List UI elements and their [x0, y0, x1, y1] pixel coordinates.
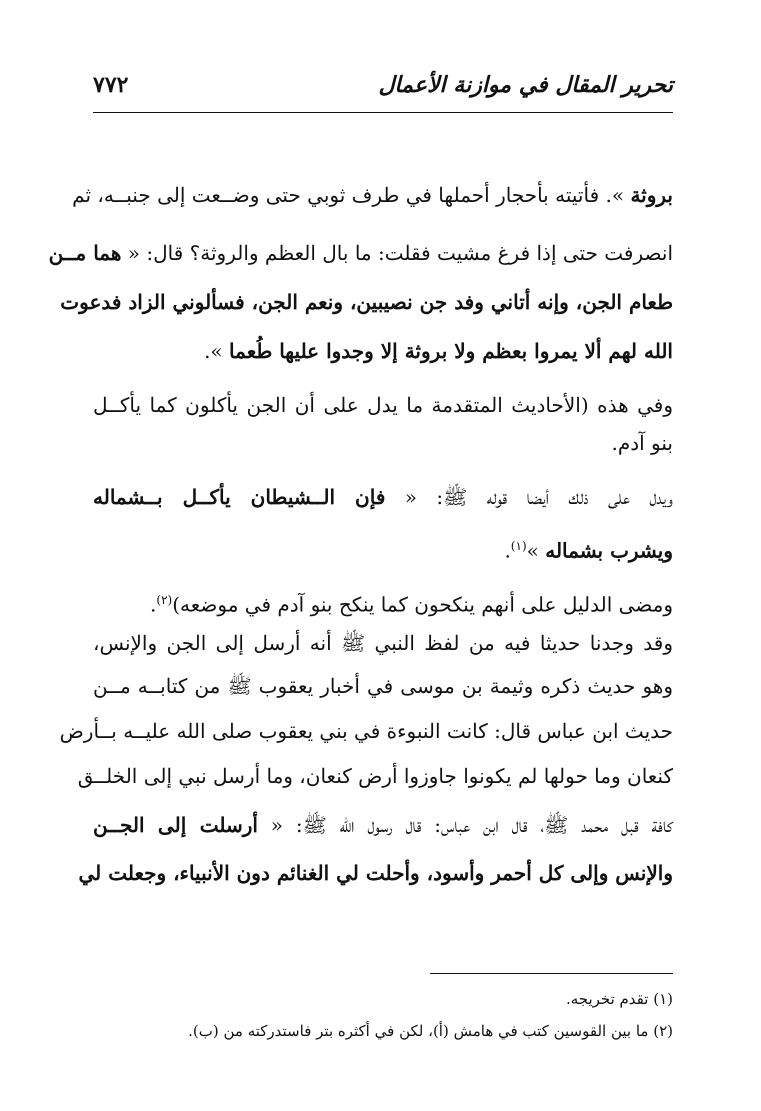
quote-close: ». — [204, 339, 230, 363]
text-line-11 — [93, 671, 673, 701]
hadith-text: فإن الــشيطان يأكــل بــشماله — [93, 485, 386, 509]
footnote-divider — [430, 973, 673, 974]
hadith-text: والإنس وإلى كل أحمر وأسود، وأحلت لي الغنائم دون الأنبياء، وجعلت لي — [78, 861, 673, 885]
hadith-text: ويشرب بشماله — [545, 538, 673, 563]
narrative-text: وقد وجدنا حديثا فيه من لفظ النبي ﷺ أنه أرسل إلى الجن والإنس، — [93, 631, 673, 655]
hadith-text: بروثة — [630, 183, 673, 207]
period: . — [150, 592, 157, 617]
hadith-text: أرسلت إلى الجــن — [93, 813, 258, 837]
text-line-15 — [78, 858, 673, 888]
hadith-text: هما مــن — [48, 241, 122, 265]
footnote-1: (١) تقدم تخريجه. — [565, 990, 673, 1008]
text-line-3 — [60, 287, 673, 317]
text-line-13 — [77, 761, 673, 791]
narrative-text: حديث ابن عباس قال: كانت النبوءة في بني يعقوب صلى الله عليــه بــأرض — [59, 719, 673, 743]
narrative-text: انصرفت حتى إذا فرغ مشيت فقلت: ما بال العظم والروثة؟ قال: « — [121, 241, 673, 265]
narrative-text: ويدل على ذلك أيضا قوله ﷺ: « — [385, 485, 673, 509]
text-line-6 — [93, 428, 673, 458]
narrative-text: كنعان وما حولها لم يكونوا جاوزوا أرض كنعان، وما أرسل نبي إلى الخلــق — [77, 764, 673, 788]
header-divider — [93, 112, 673, 113]
hadith-text: الله لهم ألا يمروا بعظم ولا بروثة إلا وجدوا عليها طُعما — [229, 339, 673, 363]
text-line-8 — [93, 531, 673, 561]
text-line-14 — [93, 810, 673, 840]
narrative-text: وفي هذه (الأحاديث المتقدمة ما يدل على أن الجن يأكلون كما يأكــل — [93, 393, 673, 417]
footnote-ref-2[interactable]: (٢) — [156, 593, 173, 607]
text-line-4 — [93, 336, 673, 366]
text-line-2 — [48, 238, 673, 268]
text-line-1 — [72, 180, 673, 210]
footnote-ref-1[interactable]: (١) — [510, 539, 527, 553]
narrative-text: ومضى الدليل على أنهم ينكحون كما ينكح بنو آدم في موضعه) — [172, 592, 673, 617]
text-line-10 — [93, 628, 673, 658]
quote-close: » — [526, 538, 546, 563]
narrative-text: ». فأتيته بأحجار أحملها في طرف ثوبي حتى وضــعت إلى جنبــه، ثم — [72, 183, 631, 207]
narrative-text: بنو آدم. — [611, 431, 673, 455]
book-title: تحرير المقال في موازنة الأعمال — [378, 72, 673, 98]
hadith-text: طعام الجن، وإنه أتاني وفد جن نصيبين، ونعم الجن، فسألوني الزاد فدعوت — [60, 290, 673, 314]
narrative-text: كافة قبل محمد ﷺ، قال ابن عباس: قال رسول الله ﷺ: « — [257, 813, 674, 837]
narrative-text: وهو حديث ذكره وثيمة بن موسى في أخبار يعقوب ﷺ من كتابــه مــن — [93, 674, 673, 698]
text-line-12 — [59, 716, 673, 746]
text-line-7 — [93, 482, 673, 512]
text-line-5 — [93, 390, 673, 420]
running-header — [93, 66, 673, 106]
page-number: ٧٧٢ — [93, 72, 129, 98]
text-line-9 — [93, 585, 673, 615]
period: . — [504, 538, 511, 563]
footnote-2: (٢) ما بين القوسين كتب في هامش (أ)، لكن في أكثره بتر فاستدركته من (ب). — [188, 1022, 673, 1040]
